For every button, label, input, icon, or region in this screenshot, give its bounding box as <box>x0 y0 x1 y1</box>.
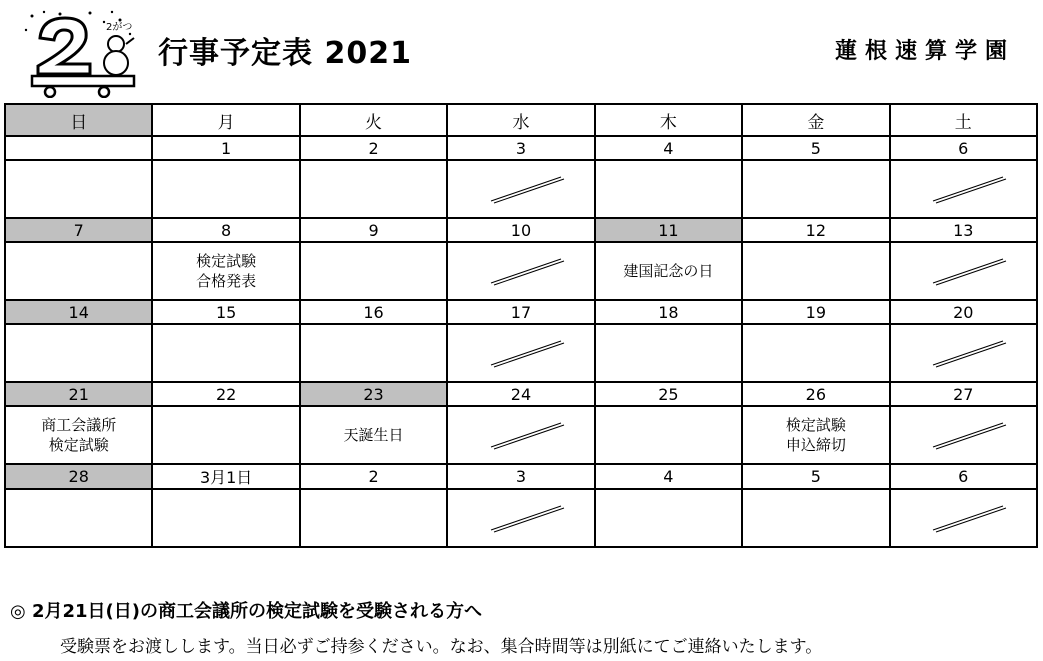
weekday-header-row <box>5 104 1037 136</box>
event-cell <box>890 242 1037 300</box>
event-cell <box>447 489 594 547</box>
notice-title: ◎ 2月21日(日)の商工会議所の検定試験を受験される方へ <box>10 601 482 622</box>
event-cell <box>152 489 299 547</box>
event-cell <box>890 406 1037 464</box>
closed-day-slash-icon <box>918 174 1008 204</box>
date-row <box>5 382 1037 406</box>
event-cell <box>300 324 447 382</box>
date-cell: 22 <box>152 382 299 406</box>
calendar-table <box>4 103 1038 548</box>
event-cell <box>5 489 152 547</box>
closed-day-slash-icon <box>476 338 566 368</box>
date-cell: 6 <box>890 136 1037 160</box>
date-cell: 28 <box>5 464 152 489</box>
weekday-thu: 木 <box>595 104 742 136</box>
event-cell <box>890 489 1037 547</box>
date-cell <box>5 136 152 160</box>
date-cell: 4 <box>595 136 742 160</box>
closed-day-slash-icon <box>918 338 1008 368</box>
date-cell: 5 <box>742 136 889 160</box>
event-row <box>5 489 1037 547</box>
event-cell <box>5 160 152 218</box>
notice-body: 受験票をお渡しします。当日必ずご持参ください。なお、集合時間等は別紙にてご連絡いたします。 <box>60 637 823 657</box>
date-cell: 7 <box>5 218 152 242</box>
date-cell: 10 <box>447 218 594 242</box>
event-cell <box>890 324 1037 382</box>
date-cell: 26 <box>742 382 889 406</box>
date-row <box>5 136 1037 160</box>
event-cell <box>742 406 889 464</box>
event-cell <box>300 242 447 300</box>
event-cell <box>742 242 889 300</box>
event-cell <box>152 406 299 464</box>
date-cell: 18 <box>595 300 742 324</box>
event-cell <box>595 489 742 547</box>
page-title: 行事予定表 2021 <box>158 36 412 71</box>
event-row <box>5 324 1037 382</box>
date-row <box>5 300 1037 324</box>
event-cell <box>5 406 152 464</box>
date-row <box>5 218 1037 242</box>
date-cell: 24 <box>447 382 594 406</box>
february-logo <box>20 8 140 98</box>
event-row <box>5 160 1037 218</box>
event-cell <box>300 489 447 547</box>
date-cell: 5 <box>742 464 889 489</box>
event-cell <box>5 324 152 382</box>
closed-day-slash-icon <box>476 256 566 286</box>
date-cell: 20 <box>890 300 1037 324</box>
date-cell: 11 <box>595 218 742 242</box>
date-cell: 13 <box>890 218 1037 242</box>
closed-day-slash-icon <box>476 503 566 533</box>
weekday-sun: 日 <box>5 104 152 136</box>
event-cell <box>447 406 594 464</box>
event-row <box>5 406 1037 464</box>
event-cell <box>300 406 447 464</box>
date-cell: 2 <box>300 464 447 489</box>
event-cell <box>890 160 1037 218</box>
event-cell <box>5 242 152 300</box>
event-cell <box>447 160 594 218</box>
event-text: 商工会議所 検定試験 <box>41 416 117 454</box>
event-cell <box>152 242 299 300</box>
weekday-mon: 月 <box>152 104 299 136</box>
date-cell: 12 <box>742 218 889 242</box>
event-text: 天誕生日 <box>343 426 404 444</box>
event-text: 検定試験 申込締切 <box>785 416 846 454</box>
date-cell: 3 <box>447 464 594 489</box>
event-cell <box>595 242 742 300</box>
event-cell <box>300 160 447 218</box>
date-cell: 16 <box>300 300 447 324</box>
closed-day-slash-icon <box>918 256 1008 286</box>
date-cell: 9 <box>300 218 447 242</box>
date-cell: 14 <box>5 300 152 324</box>
date-cell: 21 <box>5 382 152 406</box>
event-text: 検定試験 合格発表 <box>196 252 257 290</box>
event-cell <box>742 324 889 382</box>
closed-day-slash-icon <box>476 174 566 204</box>
date-cell: 27 <box>890 382 1037 406</box>
weekday-fri: 金 <box>742 104 889 136</box>
event-cell <box>447 242 594 300</box>
date-cell: 15 <box>152 300 299 324</box>
event-cell <box>742 489 889 547</box>
closed-day-slash-icon <box>476 420 566 450</box>
event-cell <box>447 324 594 382</box>
school-name: 蓮根速算学園 <box>834 39 1015 64</box>
date-cell: 23 <box>300 382 447 406</box>
closed-day-slash-icon <box>918 503 1008 533</box>
event-cell <box>595 406 742 464</box>
event-cell <box>152 324 299 382</box>
event-cell <box>742 160 889 218</box>
event-cell <box>595 160 742 218</box>
date-cell: 6 <box>890 464 1037 489</box>
closed-day-slash-icon <box>918 420 1008 450</box>
date-cell: 3月1日 <box>152 464 299 489</box>
date-cell: 4 <box>595 464 742 489</box>
event-text: 建国記念の日 <box>623 262 714 280</box>
weekday-wed: 水 <box>447 104 594 136</box>
date-cell: 3 <box>447 136 594 160</box>
date-cell: 25 <box>595 382 742 406</box>
date-cell: 19 <box>742 300 889 324</box>
event-cell <box>152 160 299 218</box>
date-cell: 1 <box>152 136 299 160</box>
date-cell: 8 <box>152 218 299 242</box>
event-row <box>5 242 1037 300</box>
date-cell: 17 <box>447 300 594 324</box>
weekday-sat: 土 <box>890 104 1037 136</box>
event-cell <box>595 324 742 382</box>
date-cell: 2 <box>300 136 447 160</box>
date-row <box>5 464 1037 489</box>
weekday-tue: 火 <box>300 104 447 136</box>
logo-text: 2がつ <box>106 22 133 33</box>
